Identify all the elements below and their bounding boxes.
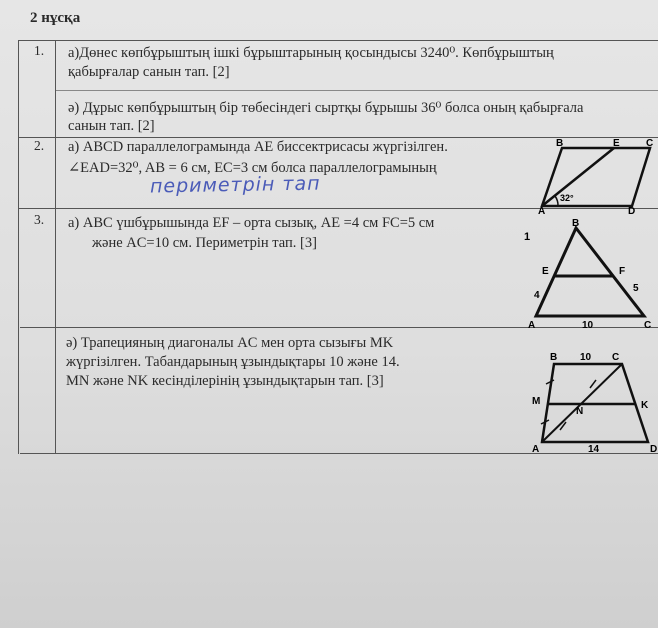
number-column-divider xyxy=(55,40,56,454)
label-N: N xyxy=(576,406,584,417)
label-B: B xyxy=(550,352,558,363)
table-border-left xyxy=(18,40,19,454)
task-3a-line2: және AC=10 см. Периметрін тап. [3] xyxy=(92,235,317,251)
task-1b-line2: санын тап. [2] xyxy=(68,118,155,134)
length-AC: 10 xyxy=(582,320,594,330)
task-1a-line2: қабырғалар санын тап. [2] xyxy=(68,64,230,80)
label-M: M xyxy=(532,396,541,407)
label-C: C xyxy=(646,138,654,149)
task-3b-line2: жүргізілген. Табандарының ұзындықтары 10 және 14. xyxy=(66,354,400,370)
label-A: A xyxy=(538,206,546,216)
label-E: E xyxy=(613,138,620,149)
label-C: C xyxy=(612,352,620,363)
task-2a-line2: ∠EAD=32⁰, AB = 6 см, EC=3 см болса параллелограмының xyxy=(68,160,437,176)
task-3b-line3: MN және NK кесінділерінің ұзындықтарын тап. [3] xyxy=(66,373,384,389)
triangle-figure xyxy=(520,218,658,330)
task-1a-line1: а)Дөнес көпбұрыштың ішкі бұрыштарының қосындысы 3240⁰. Көпбұрыштың xyxy=(68,45,554,61)
label-C: C xyxy=(644,320,652,330)
label-K: K xyxy=(641,400,649,411)
angle-label: 32° xyxy=(560,193,574,203)
length-AD: 14 xyxy=(588,444,600,455)
task-2a-line1: а) ABCD параллелограмында AE биссектрисасы жүргізілген. xyxy=(68,139,448,155)
task-number-3: 3. xyxy=(34,212,45,227)
trapezoid-figure xyxy=(528,346,658,458)
task-number-2: 2. xyxy=(34,138,45,153)
length-FC: 5 xyxy=(633,283,639,294)
label-B: B xyxy=(572,218,580,229)
label-A: A xyxy=(528,320,536,330)
length-AE: 4 xyxy=(534,290,540,301)
label-D: D xyxy=(650,444,658,455)
label-D: D xyxy=(628,206,636,216)
task-1b-line1: ә) Дұрыс көпбұрыштың бір төбесіндегі сыртқы бұрышы 36⁰ болса оның қабырғала xyxy=(68,100,584,116)
task-3a-line1: а) ABC үшбұрышында EF – орта сызық, AE =4 см FC=5 см xyxy=(68,215,435,231)
task-3b-line1: ә) Трапецияның диагоналы AC мен орта сызығы MK xyxy=(66,335,394,351)
handwritten-note: периметрін тап xyxy=(149,172,321,198)
figure-mark: 1 xyxy=(524,231,531,243)
task-number-1: 1. xyxy=(34,43,45,58)
variant-title: 2 нұсқа xyxy=(30,10,81,26)
label-A: A xyxy=(532,444,540,455)
label-B: B xyxy=(556,138,564,149)
label-E: E xyxy=(542,266,549,277)
table-border-top xyxy=(18,40,658,41)
parallelogram-figure xyxy=(530,136,658,216)
label-F: F xyxy=(619,266,626,277)
length-BC: 10 xyxy=(580,352,592,363)
row1-divider xyxy=(55,90,658,91)
